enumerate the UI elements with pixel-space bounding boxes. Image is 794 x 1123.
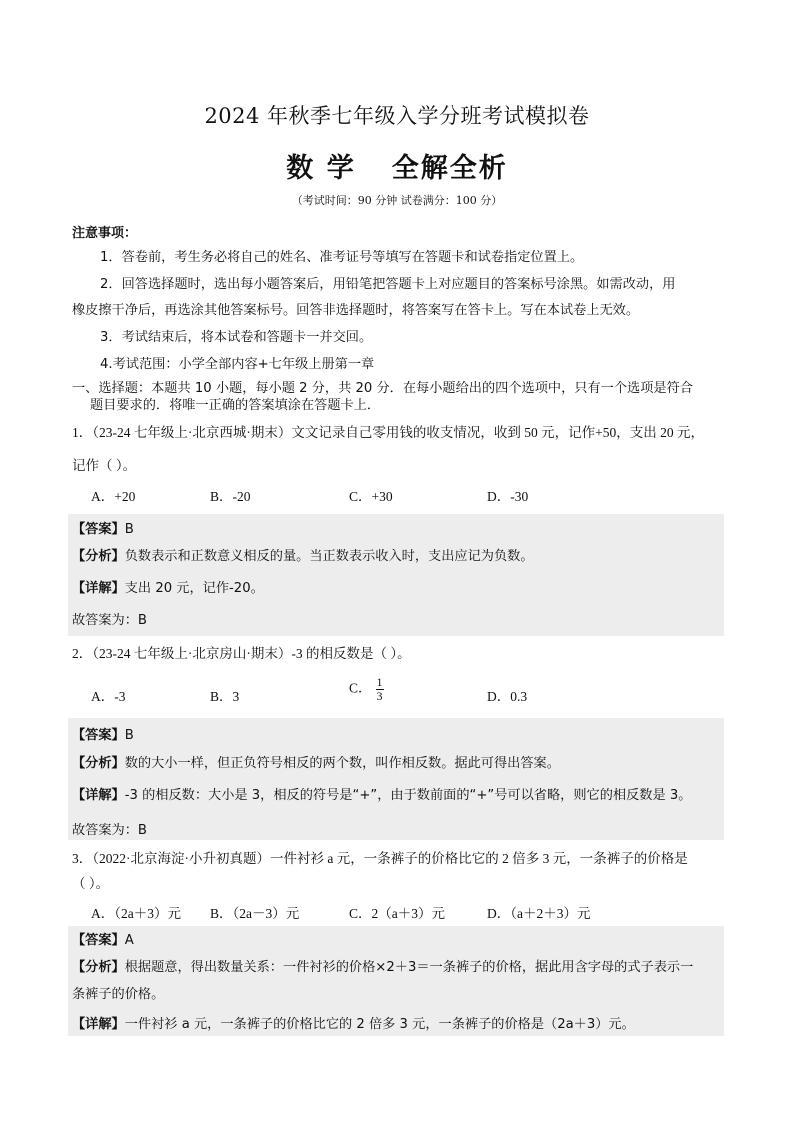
solution-label: 全解全析 <box>391 153 508 184</box>
question-3-option-c: C．2（a＋3）元 <box>349 906 445 921</box>
notes-heading: 注意事项： <box>72 226 138 241</box>
page-subtitle <box>0 146 794 185</box>
question-3-option-a: A．（2a＋3）元 <box>91 906 181 921</box>
question-2-conclusion: 故答案为：B <box>72 823 147 838</box>
detail-tag: 【详解】 <box>72 788 125 803</box>
answer-tag: 【答案】 <box>72 933 125 948</box>
answer-value: B <box>124 728 134 743</box>
answer-value: A <box>124 933 134 948</box>
question-2-option-b: B．3 <box>210 689 240 704</box>
question-1-stem-line1: 1．（23-24 七年级上·北京西城·期末）文文记录自己零用钱的收支情况，收到 50 元，记作+50，支出 20 元， <box>72 425 704 440</box>
page-title: 2024 年秋季七年级入学分班考试模拟卷 <box>204 104 590 128</box>
analysis-text: 负数表示和正数意义相反的量。当正数表示收入时，支出应记为负数。 <box>124 549 534 564</box>
note-item: 1．答卷前，考生务必将自己的姓名、准考证号等填写在答题卡和试卷指定位置上。 <box>100 250 584 265</box>
subject-label: 数 学 <box>286 153 356 184</box>
question-1-option-b: B．-20 <box>210 489 251 504</box>
question-1-option-c: C．+30 <box>349 489 393 504</box>
exam-time-info: （考试时间：90 分钟 试卷满分：100 分） <box>291 194 503 207</box>
analysis-tag: 【分析】 <box>72 756 125 771</box>
question-3-answer <box>72 929 134 948</box>
question-3-option-d: D．（a＋2＋3）元 <box>487 906 591 921</box>
question-1-solution-box <box>68 514 724 636</box>
question-1-analysis <box>72 545 534 564</box>
section-heading-line1: 一、选择题：本题共 10 小题，每小题 2 分，共 20 分．在每小题给出的四个选项中，只有一个选项是符合 <box>72 381 693 396</box>
answer-tag: 【答案】 <box>72 728 125 743</box>
detail-text: 一件衬衫 a 元，一条裤子的价格比它的 2 倍多 3 元，一条裤子的价格是（2a＋3）元。 <box>124 1017 635 1032</box>
question-3-analysis-line1 <box>72 956 693 975</box>
analysis-tag: 【分析】 <box>72 960 125 975</box>
question-1-answer <box>72 518 134 537</box>
note-item: 2．回答选择题时，选出每小题答案后，用铅笔把答题卡上对应题目的答案标号涂黑。如需改动，用 <box>100 277 676 292</box>
question-3-detail <box>72 1013 635 1032</box>
option-c-label: C． <box>349 680 372 696</box>
analysis-tag: 【分析】 <box>72 549 125 564</box>
fraction-denominator: 3 <box>376 689 383 703</box>
fraction-numerator: 1 <box>376 675 383 689</box>
question-1-option-a: A．+20 <box>91 489 136 504</box>
analysis-text: 根据题意，得出数量关系：一件衬衫的价格×2＋3＝一条裤子的价格，据此用含字母的式子表示一 <box>124 960 694 975</box>
answer-value: B <box>124 522 134 537</box>
question-2-solution-box <box>68 718 724 840</box>
section-heading <box>72 380 732 414</box>
question-2-answer <box>72 724 134 743</box>
question-2-stem: 2．（23-24 七年级上·北京房山·期末）-3 的相反数是（ ）。 <box>72 646 411 661</box>
question-2-option-c <box>349 676 384 703</box>
question-3-analysis-line2: 条裤子的价格。 <box>72 987 165 1002</box>
question-2-option-a: A．-3 <box>91 689 126 704</box>
note-item-continuation: 橡皮擦干净后，再选涂其他答案标号。回答非选择题时，将答案写在答卡上。写在本试卷上无效。 <box>72 303 640 318</box>
detail-tag: 【详解】 <box>72 1017 125 1032</box>
question-3-option-b: B．（2a－3）元 <box>210 906 300 921</box>
section-heading-line2: 题目要求的．将唯一正确的答案填涂在答题卡上． <box>90 398 381 413</box>
question-1-stem-line2: 记作（ ）。 <box>72 458 137 473</box>
question-1-conclusion: 故答案为：B <box>72 613 147 628</box>
analysis-text: 数的大小一样，但正负符号相反的两个数，叫作相反数。据此可得出答案。 <box>124 756 560 771</box>
detail-text: -3 的相反数：大小是 3，相反的符号是“+”，由于数前面的“+”号可以省略，则它的相反数是 3。 <box>124 788 692 803</box>
note-item: 3．考试结束后，将本试卷和答题卡一并交回。 <box>100 330 373 345</box>
question-3-stem-line1: 3．（2022·北京海淀·小升初真题）一件衬衫 a 元，一条裤子的价格比它的 2 倍多 3 元，一条裤子的价格是 <box>72 851 688 866</box>
question-2-option-d: D．0.3 <box>487 689 528 704</box>
question-3-stem-line2: （ ）。 <box>72 876 110 891</box>
fraction-one-third <box>376 676 384 703</box>
question-1-detail <box>72 577 264 596</box>
note-item: 4.考试范围：小学全部内容+七年级上册第一章 <box>100 357 375 372</box>
answer-tag: 【答案】 <box>72 522 125 537</box>
question-2-detail <box>72 784 691 803</box>
question-1-option-d: D．-30 <box>487 489 529 504</box>
detail-tag: 【详解】 <box>72 581 125 596</box>
question-2-analysis <box>72 752 560 771</box>
detail-text: 支出 20 元，记作-20。 <box>124 581 264 596</box>
